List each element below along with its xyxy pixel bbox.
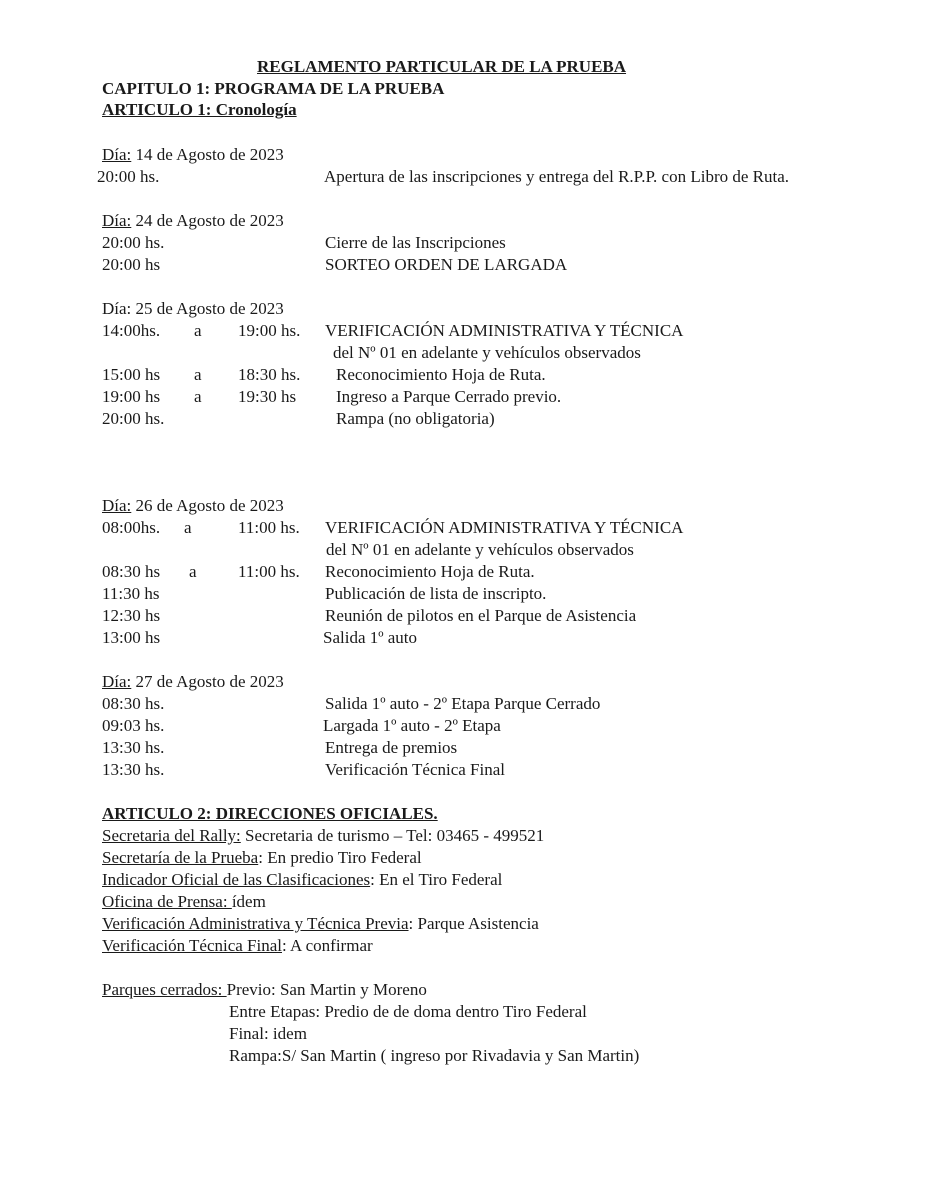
schedule-time: 20:00 hs. <box>102 233 165 252</box>
direction-value: : Parque Asistencia <box>408 914 539 933</box>
schedule-end-time: 11:00 hs. <box>238 518 300 537</box>
parques-previo: Previo: San Martin y Moreno <box>226 980 427 999</box>
schedule-event: Rampa (no obligatoria) <box>336 409 495 428</box>
parques-rampa: Rampa:S/ San Martin ( ingreso por Rivadavia y San Martin) <box>229 1046 640 1065</box>
article-1-heading: ARTICULO 1: Cronología <box>102 100 297 119</box>
schedule-event: VERIFICACIÓN ADMINISTRATIVA Y TÉCNICA <box>325 321 684 340</box>
schedule-time: 08:30 hs. <box>102 694 165 713</box>
schedule-event: Reconocimiento Hoja de Ruta. <box>325 562 535 581</box>
direction-label: Verificación Técnica Final <box>102 936 282 955</box>
schedule-separator: a <box>184 518 192 537</box>
schedule-time: 13:30 hs. <box>102 738 165 757</box>
direction-value: ídem <box>231 892 266 911</box>
direction-item <box>102 869 502 891</box>
direction-label: Indicador Oficial de las Clasificaciones <box>102 870 371 889</box>
schedule-event: Reunión de pilotos en el Parque de Asistencia <box>325 606 637 625</box>
day-1-header <box>102 144 284 166</box>
day-5-header <box>102 671 284 693</box>
schedule-event: Ingreso a Parque Cerrado previo. <box>336 387 562 406</box>
direction-value: : En el Tiro Federal <box>370 870 503 889</box>
parques-final: Final: idem <box>229 1024 307 1043</box>
schedule-time: 19:00 hs <box>102 387 161 406</box>
direction-label: Secretaria del Rally: <box>102 826 241 845</box>
schedule-end-time: 19:30 hs <box>238 387 297 406</box>
direction-label: Secretaría de la Prueba <box>102 848 259 867</box>
direction-item <box>102 935 373 957</box>
schedule-time: 20:00 hs. <box>102 409 165 428</box>
direction-item <box>102 891 266 913</box>
direction-item <box>102 913 539 935</box>
schedule-time: 13:30 hs. <box>102 760 165 779</box>
schedule-event: Salida 1º auto - 2º Etapa Parque Cerrado <box>325 694 601 713</box>
direction-value: : En predio Tiro Federal <box>258 848 422 867</box>
schedule-event: Publicación de lista de inscripto. <box>325 584 547 603</box>
parques-cerrados-line <box>102 979 427 1001</box>
schedule-time: 13:00 hs <box>102 628 161 647</box>
day-date: 26 de Agosto de 2023 <box>131 496 284 515</box>
day-2-header <box>102 210 284 232</box>
schedule-separator: a <box>194 321 202 340</box>
schedule-time: 15:00 hs <box>102 365 161 384</box>
day-label: Día: <box>102 672 132 691</box>
schedule-time: 20:00 hs <box>102 255 161 274</box>
parques-entre-etapas: Entre Etapas: Predio de de doma dentro Tiro Federal <box>229 1002 587 1021</box>
direction-item <box>102 847 422 869</box>
schedule-event: Apertura de las inscripciones y entrega del R.P.P. con Libro de Ruta. <box>324 167 790 186</box>
schedule-separator: a <box>194 387 202 406</box>
schedule-time: 08:00hs. <box>102 518 161 537</box>
schedule-end-time: 18:30 hs. <box>238 365 301 384</box>
schedule-time: 09:03 hs. <box>102 716 165 735</box>
schedule-event: SORTEO ORDEN DE LARGADA <box>325 255 568 274</box>
schedule-event: del Nº 01 en adelante y vehículos observados <box>333 343 641 362</box>
day-date: 27 de Agosto de 2023 <box>131 672 284 691</box>
schedule-time: 14:00hs. <box>102 321 161 340</box>
schedule-event: Entrega de premios <box>325 738 458 757</box>
schedule-event: Salida 1º auto <box>323 628 418 647</box>
day-4-header <box>102 495 284 517</box>
schedule-time: 12:30 hs <box>102 606 161 625</box>
day-date: 24 de Agosto de 2023 <box>131 211 284 230</box>
direction-value: Secretaria de turismo – Tel: 03465 - 499521 <box>240 826 545 845</box>
schedule-event: Reconocimiento Hoja de Ruta. <box>336 365 546 384</box>
parques-label: Parques cerrados: <box>102 980 227 999</box>
schedule-event: Verificación Técnica Final <box>325 760 505 779</box>
direction-value: : A confirmar <box>282 936 373 955</box>
document-title: REGLAMENTO PARTICULAR DE LA PRUEBA <box>257 57 627 76</box>
schedule-time: 11:30 hs <box>102 584 160 603</box>
schedule-time: 08:30 hs <box>102 562 161 581</box>
schedule-separator: a <box>194 365 202 384</box>
schedule-event: del Nº 01 en adelante y vehículos observados <box>326 540 634 559</box>
article-2-heading: ARTICULO 2: DIRECCIONES OFICIALES. <box>102 804 438 823</box>
direction-item <box>102 825 544 847</box>
day-label: Día: <box>102 211 132 230</box>
day-3-header: Día: 25 de Agosto de 2023 <box>102 299 284 318</box>
schedule-end-time: 11:00 hs. <box>238 562 300 581</box>
schedule-separator: a <box>189 562 197 581</box>
day-label: Día: <box>102 496 132 515</box>
schedule-event: Cierre de las Inscripciones <box>325 233 506 252</box>
direction-label: Oficina de Prensa: <box>102 892 232 911</box>
schedule-end-time: 19:00 hs. <box>238 321 301 340</box>
schedule-time: 20:00 hs. <box>97 167 160 186</box>
chapter-heading: CAPITULO 1: PROGRAMA DE LA PRUEBA <box>102 79 445 98</box>
direction-label: Verificación Administrativa y Técnica Previa <box>102 914 409 933</box>
schedule-event: VERIFICACIÓN ADMINISTRATIVA Y TÉCNICA <box>325 518 684 537</box>
day-date: 14 de Agosto de 2023 <box>131 145 284 164</box>
schedule-event: Largada 1º auto - 2º Etapa <box>323 716 501 735</box>
day-label: Día: <box>102 145 132 164</box>
